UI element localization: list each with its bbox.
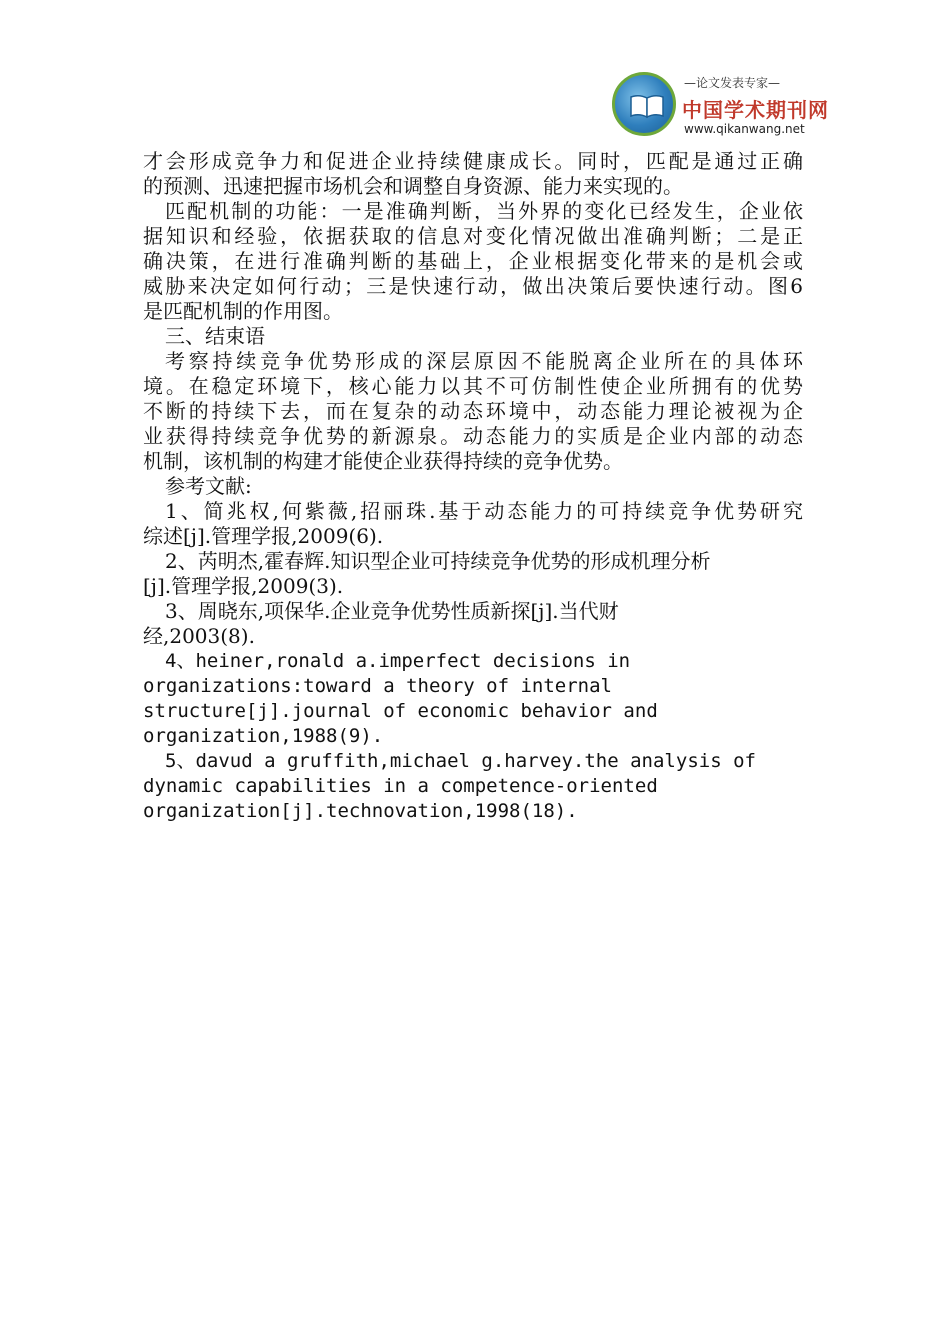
section-heading: 三、结束语	[165, 324, 265, 348]
paragraph-line: 是匹配机制的作用图。	[143, 299, 343, 323]
reference-line: 2、芮明杰,霍春辉.知识型企业可持续竞争优势的形成机理分析	[165, 549, 711, 573]
paragraph-line: 据知识和经验，依据获取的信息对变化情况做出准确判断；二是正	[143, 224, 803, 248]
paragraph-line: 确决策，在进行准确判断的基础上，企业根据变化带来的是机会或	[143, 249, 803, 273]
paragraph-line: 不断的持续下去，而在复杂的动态环境中，动态能力理论被视为企	[143, 399, 803, 423]
paragraph-line: 威胁来决定如何行动；三是快速行动，做出决策后要快速行动。图6	[143, 274, 803, 298]
reference-line: 经,2003(8).	[143, 624, 255, 648]
paragraph-line: 境。在稳定环境下，核心能力以其不可仿制性使企业所拥有的优势	[143, 374, 803, 398]
reference-line: 4、heiner,ronald a.imperfect decisions in	[165, 650, 631, 672]
reference-line: 综述[j].管理学报,2009(6).	[143, 524, 384, 548]
reference-line: organization,1988(9).	[143, 725, 384, 747]
logo-site-name: 中国学术期刊网	[682, 98, 829, 122]
references-heading: 参考文献:	[165, 474, 252, 498]
site-logo	[612, 70, 829, 140]
paragraph-line: 才会形成竞争力和促进企业持续健康成长。同时，匹配是通过正确	[143, 149, 803, 173]
logo-url: www.qikanwang.net	[684, 122, 805, 136]
reference-line: 5、davud a gruffith,michael g.harvey.the analysis of	[165, 750, 756, 772]
paragraph-line: 的预测、迅速把握市场机会和调整自身资源、能力来实现的。	[143, 174, 683, 198]
reference-line: organization[j].technovation,1998(18).	[143, 800, 578, 822]
paragraph-line: 业获得持续竞争优势的新源泉。动态能力的实质是企业内部的动态	[143, 424, 803, 448]
paragraph-line: 匹配机制的功能：一是准确判断，当外界的变化已经发生，企业依	[165, 199, 803, 223]
document-body	[143, 149, 803, 824]
reference-line: 1、简兆权,何紫薇,招丽珠.基于动态能力的可持续竞争优势研究	[165, 499, 803, 523]
paragraph-line: 考察持续竞争优势形成的深层原因不能脱离企业所在的具体环	[165, 349, 803, 373]
reference-line: 3、周晓东,项保华.企业竞争优势性质新探[j].当代财	[165, 599, 619, 623]
reference-line: organizations:toward a theory of internal	[143, 675, 612, 697]
paragraph-line: 机制，该机制的构建才能使企业获得持续的竞争优势。	[143, 449, 623, 473]
reference-line: dynamic capabilities in a competence-oriented	[143, 775, 658, 797]
book-logo-icon	[612, 72, 676, 136]
reference-line: [j].管理学报,2009(3).	[143, 574, 344, 598]
logo-tagline: —论文发表专家—	[684, 76, 781, 90]
reference-line: structure[j].journal of economic behavior and	[143, 700, 658, 722]
